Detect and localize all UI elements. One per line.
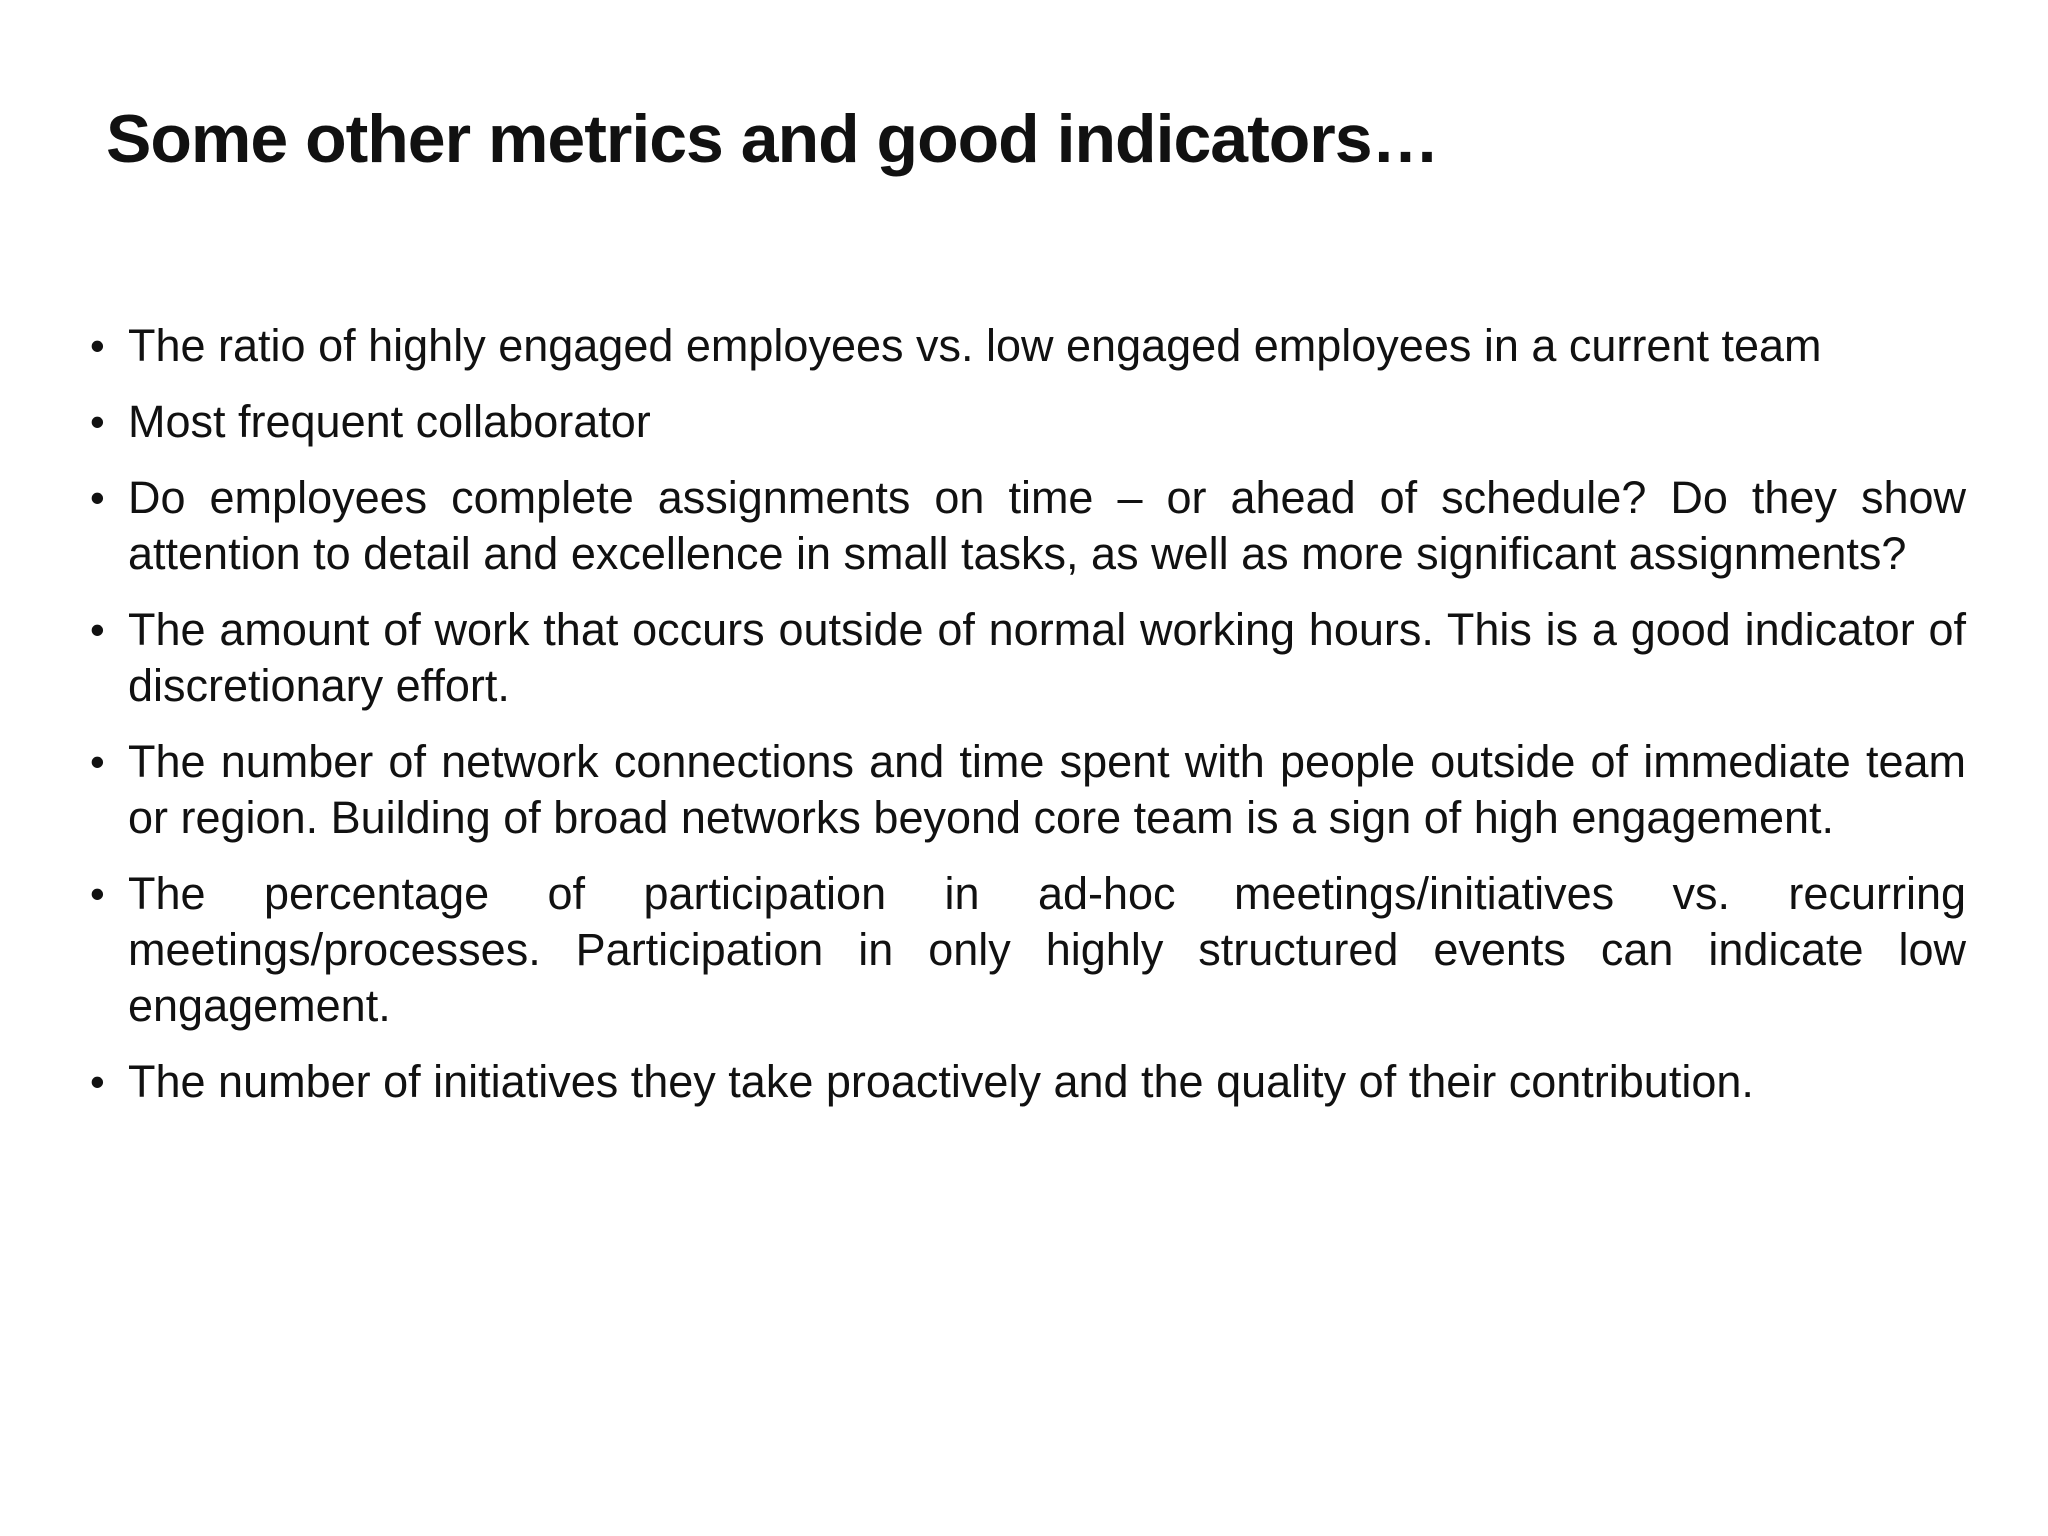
bullet-text: The amount of work that occurs outside of normal working hours. This is a good indicator of discretionary effort. (128, 604, 1966, 711)
bullet-item (86, 866, 1966, 1034)
bullet-item (86, 1054, 1966, 1110)
bullet-icon: • (90, 738, 105, 785)
bullet-text: The ratio of highly engaged employees vs. low engaged employees in a current team (128, 320, 1822, 371)
bullet-icon: • (90, 398, 105, 445)
bullet-text: The number of network connections and time spent with people outside of immediate team or region. Building of broad networks beyond core team is a sign of high engagement. (128, 736, 1966, 843)
bullet-icon: • (90, 1058, 105, 1105)
bullet-item (86, 318, 1966, 374)
bullet-icon: • (90, 322, 105, 369)
bullet-text: The number of initiatives they take proactively and the quality of their contribution. (128, 1056, 1754, 1107)
bullet-text: Do employees complete assignments on time – or ahead of schedule? Do they show attention to detail and excellence in small tasks, as well as more significant assignments? (128, 472, 1966, 579)
bullet-item (86, 394, 1966, 450)
bullet-text: The percentage of participation in ad-hoc meetings/initiatives vs. recurring meetings/processes. Participation in only highly structured events can indicate low engagement. (128, 868, 1966, 1031)
bullet-item (86, 470, 1966, 582)
bullet-icon: • (90, 606, 105, 653)
bullet-icon: • (90, 474, 105, 521)
bullet-item (86, 734, 1966, 846)
bullet-text: Most frequent collaborator (128, 396, 651, 447)
bullet-icon: • (90, 870, 105, 917)
slide-title: Some other metrics and good indicators… (106, 101, 1439, 177)
bullet-item (86, 602, 1966, 714)
bullet-list (86, 318, 1966, 1130)
